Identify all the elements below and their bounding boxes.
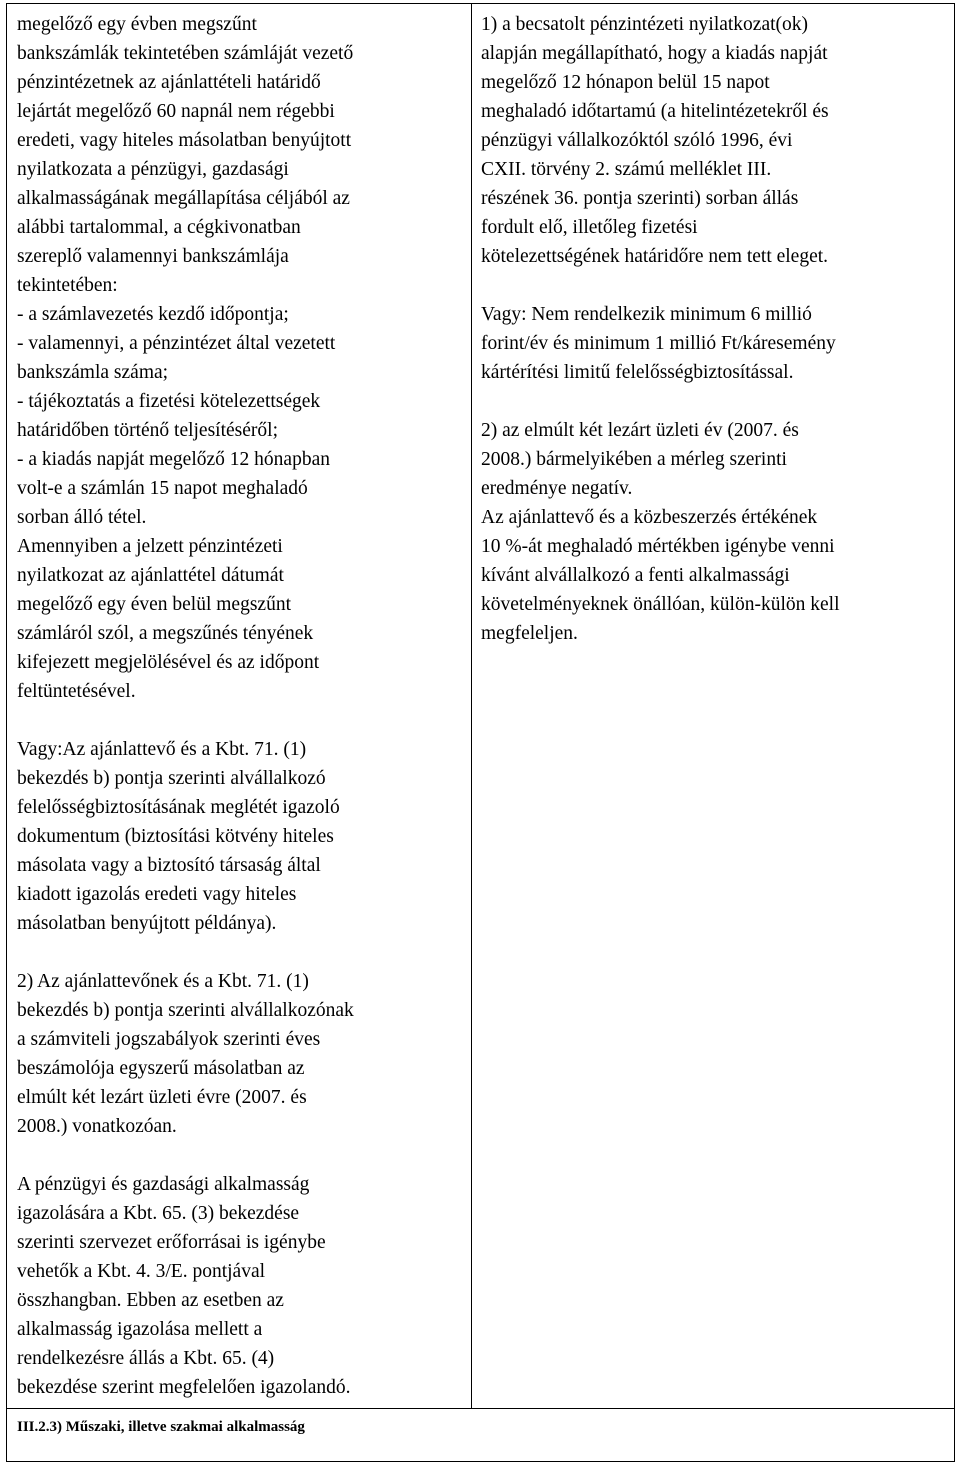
requirements-table: [6, 3, 955, 1462]
text-line: tekintetében:: [17, 275, 118, 296]
text-line: bekezdése szerint megfelelően igazolandó.: [17, 1377, 351, 1398]
row-divider: [7, 1408, 954, 1409]
text-line: Vagy:Az ajánlattevő és a Kbt. 71. (1): [17, 739, 307, 760]
text-line: Az ajánlattevő és a közbeszerzés értékének: [481, 507, 818, 528]
text-line: másolatban benyújtott példánya).: [17, 913, 277, 934]
left-block-insurance: [17, 735, 465, 938]
right-cell: [481, 10, 951, 648]
text-line: a számviteli jogszabályok szerinti éves: [17, 1029, 321, 1050]
text-line: fordult elő, illetőleg fizetési: [481, 217, 698, 238]
text-line: felelősségbiztosításának meglétét igazoló: [17, 797, 340, 818]
text-line: eredeti, vagy hiteles másolatban benyújtott: [17, 130, 352, 151]
text-line: részének 36. pontja szerinti) sorban állás: [481, 188, 799, 209]
text-line: 2008.) bármelyikében a mérleg szerinti: [481, 449, 787, 470]
text-line: dokumentum (biztosítási kötvény hiteles: [17, 826, 334, 847]
text-line: bekezdés b) pontja szerinti alvállalkozó: [17, 768, 326, 789]
text-line: vehetők a Kbt. 4. 3/E. pontjával: [17, 1261, 266, 1282]
text-line: alapján megállapítható, hogy a kiadás napját: [481, 43, 828, 64]
text-line: A pénzügyi és gazdasági alkalmasság: [17, 1174, 310, 1195]
text-line: megfeleljen.: [481, 623, 578, 644]
text-line: alkalmasságának megállapítása céljából az: [17, 188, 350, 209]
text-line: lejártát megelőző 60 napnál nem régebbi: [17, 101, 335, 122]
text-line: határidőben történő teljesítéséről;: [17, 420, 278, 441]
text-line: bankszámla száma;: [17, 362, 169, 383]
text-line: másolata vagy a biztosító társaság által: [17, 855, 321, 876]
text-line: összhangban. Ebben az esetben az: [17, 1290, 284, 1311]
text-line: bankszámlák tekintetében számláját vezető: [17, 43, 354, 64]
text-line: nyilatkozata a pénzügyi, gazdasági: [17, 159, 289, 180]
text-line: sorban álló tétel.: [17, 507, 147, 528]
text-line: szerinti szervezet erőforrásai is igénybe: [17, 1232, 326, 1253]
right-block-insurance-condition: [481, 300, 951, 387]
text-line: eredménye negatív.: [481, 478, 633, 499]
text-line: feltüntetésével.: [17, 681, 136, 702]
text-line: Vagy: Nem rendelkezik minimum 6 millió: [481, 304, 812, 325]
text-line: kártérítési limitű felelősségbiztosítással.: [481, 362, 794, 383]
right-block-bank-condition: [481, 10, 951, 271]
text-line: - a számlavezetés kezdő időpontja;: [17, 304, 289, 325]
text-line: követelményeknek önállóan, külön-külön kell: [481, 594, 840, 615]
text-line: 2) az elmúlt két lezárt üzleti év (2007. és: [481, 420, 799, 441]
text-line: 10 %-át meghaladó mértékben igénybe venni: [481, 536, 835, 557]
text-line: pénzintézetnek az ajánlattételi határidő: [17, 72, 321, 93]
text-line: kiadott igazolás eredeti vagy hiteles: [17, 884, 297, 905]
left-block-bank-statement: [17, 10, 465, 706]
text-line: 2) Az ajánlattevőnek és a Kbt. 71. (1): [17, 971, 309, 992]
text-line: rendelkezésre állás a Kbt. 65. (4): [17, 1348, 275, 1369]
text-line: volt-e a számlán 15 napot meghaladó: [17, 478, 308, 499]
text-line: megelőző egy évben megszűnt: [17, 14, 257, 35]
text-line: - a kiadás napját megelőző 12 hónapban: [17, 449, 330, 470]
left-block-resources: [17, 1170, 465, 1402]
text-line: pénzügyi vállalkozóktól szóló 1996, évi: [481, 130, 793, 151]
text-line: megelőző 12 hónapon belül 15 napot: [481, 72, 770, 93]
text-line: alkalmasság igazolása mellett a: [17, 1319, 263, 1340]
text-line: bekezdés b) pontja szerinti alvállalkozónak: [17, 1000, 354, 1021]
text-line: elmúlt két lezárt üzleti évre (2007. és: [17, 1087, 307, 1108]
text-line: igazolására a Kbt. 65. (3) bekezdése: [17, 1203, 300, 1224]
text-line: kötelezettségének határidőre nem tett eleget.: [481, 246, 829, 267]
column-divider: [471, 4, 472, 1408]
text-line: - valamennyi, a pénzintézet által vezetett: [17, 333, 336, 354]
text-line: nyilatkozat az ajánlattétel dátumát: [17, 565, 284, 586]
text-line: forint/év és minimum 1 millió Ft/káresemény: [481, 333, 836, 354]
text-line: megelőző egy éven belül megszűnt: [17, 594, 291, 615]
text-line: szereplő valamennyi bankszámlája: [17, 246, 289, 267]
text-line: kívánt alvállalkozó a fenti alkalmassági: [481, 565, 790, 586]
text-line: számláról szól, a megszűnés tényének: [17, 623, 314, 644]
text-line: CXII. törvény 2. számú melléklet III.: [481, 159, 772, 180]
text-line: Amennyiben a jelzett pénzintézeti: [17, 536, 283, 557]
section-heading: III.2.3) Műszaki, illetve szakmai alkalmasság: [17, 1419, 305, 1435]
text-line: 1) a becsatolt pénzintézeti nyilatkozat(ok): [481, 14, 809, 35]
text-line: beszámolója egyszerű másolatban az: [17, 1058, 305, 1079]
text-line: alábbi tartalommal, a cégkivonatban: [17, 217, 301, 238]
text-line: 2008.) vonatkozóan.: [17, 1116, 177, 1137]
left-block-annual-report: [17, 967, 465, 1141]
text-line: meghaladó időtartamú (a hitelintézetekről és: [481, 101, 829, 122]
left-cell: [17, 10, 465, 1402]
right-block-balance-condition: [481, 416, 951, 648]
text-line: - tájékoztatás a fizetési kötelezettségek: [17, 391, 321, 412]
text-line: kifejezett megjelölésével és az időpont: [17, 652, 320, 673]
